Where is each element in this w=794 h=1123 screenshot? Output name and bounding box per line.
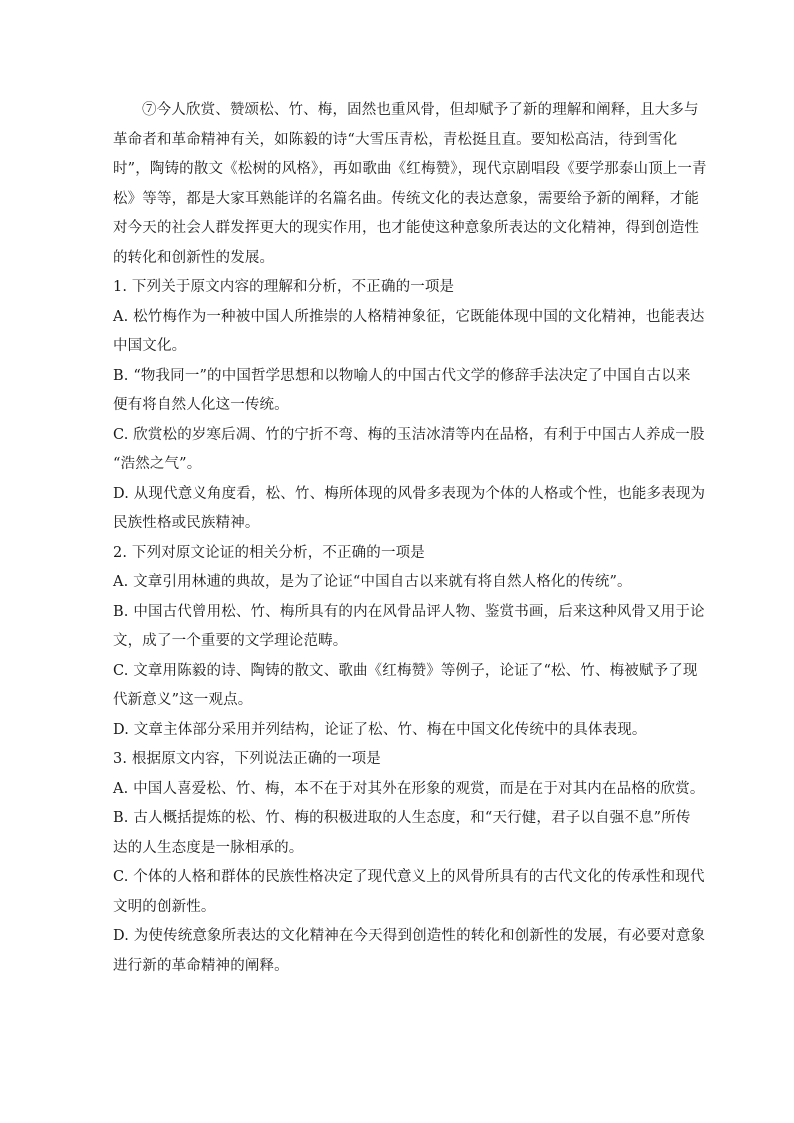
option-a-cont: 中国文化。 xyxy=(113,338,187,354)
option-d: D. 为使传统意象所表达的文化精神在今天得到创造性的转化和创新性的发展，有必要对意象 xyxy=(113,928,706,944)
option-a: A. 松竹梅作为一种被中国人所推崇的人格精神象征，它既能体现中国的文化精神，也能表达 xyxy=(113,308,705,325)
passage-line: 革命者和革命精神有关，如陈毅的诗“大雪压青松，青松挺且直。要知松高洁，待到雪化 xyxy=(113,131,678,148)
option-b-cont: 便有将自然人化这一传统。 xyxy=(113,397,289,413)
passage-line: 时”，陶铸的散文《松树的风格》，再如歌曲《红梅赞》，现代京剧唱段《要学那泰山顶上一青 xyxy=(113,161,707,177)
option-a: A. 中国人喜爱松、竹、梅，本不在于对其外在形象的观赏，而是在于对其内在品格的欣赏。 xyxy=(113,780,705,797)
option-a: A. 文章引用林逋的典故，是为了论证“中国自古以来就有将自然人格化的传统”。 xyxy=(113,574,632,590)
passage-line: 松》等等，都是大家耳熟能详的名篇名曲。传统文化的表达意象，需要给予新的阐释，才能 xyxy=(113,190,699,207)
question-1 xyxy=(113,273,706,539)
option-d-cont: 民族性格或民族精神。 xyxy=(113,515,260,531)
passage-line: 对今天的社会人群发挥更大的现实作用，也才能使这种意象所表达的文化精神，得到创造性 xyxy=(113,220,699,236)
option-b-cont: 达的人生态度是一脉相承的。 xyxy=(113,839,304,856)
passage-paragraph-7 xyxy=(113,96,707,273)
question-stem: 1. 下列关于原文内容的理解和分析，不正确的一项是 xyxy=(113,279,455,295)
question-stem: 3. 根据原文内容，下列说法正确的一项是 xyxy=(113,751,381,767)
passage-line: 的转化和创新性的发展。 xyxy=(113,249,275,266)
option-c-cont: 文明的创新性。 xyxy=(113,898,216,915)
option-d: D. 从现代意义角度看，松、竹、梅所体现的风骨多表现为个体的人格或个性，也能多表现为 xyxy=(113,485,706,502)
option-d: D. 文章主体部分采用并列结构，论证了松、竹、梅在中国文化传统中的具体表现。 xyxy=(113,721,647,738)
option-c-cont: 代新意义”这一观点。 xyxy=(113,692,253,708)
option-b: B. 古人概括提炼的松、竹、梅的积极进取的人生态度，和“天行健，君子以自强不息”所传 xyxy=(113,810,691,826)
question-3 xyxy=(113,745,706,981)
option-c: C. 欣赏松的岁寒后凋、竹的宁折不弯、梅的玉洁冰清等内在品格，有利于中国古人养成一股 xyxy=(113,426,705,443)
option-b-cont: 文，成了一个重要的文学理论范畴。 xyxy=(113,633,348,649)
option-c-cont: “浩然之气”。 xyxy=(113,456,202,472)
question-stem: 2. 下列对原文论证的相关分析，不正确的一项是 xyxy=(113,544,425,561)
option-d-cont: 进行新的革命精神的阐释。 xyxy=(113,957,289,974)
option-b: B. “物我同一”的中国哲学思想和以物喻人的中国古代文学的修辞手法决定了中国自古以来 xyxy=(113,367,691,384)
option-b: B. 中国古代曾用松、竹、梅所具有的内在风骨品评人物、鉴赏书画，后来这种风骨又用于论 xyxy=(113,603,705,620)
passage-line: ⑦今人欣赏、赞颂松、竹、梅，固然也重风骨，但却赋予了新的理解和阐释，且大多与 xyxy=(142,102,699,118)
option-c: C. 文章用陈毅的诗、陶铸的散文、歌曲《红梅赞》等例子，论证了“松、竹、梅被赋予了现 xyxy=(113,662,698,679)
question-2 xyxy=(113,539,705,746)
option-c: C. 个体的人格和群体的民族性格决定了现代意义上的风骨所具有的古代文化的传承性和现代 xyxy=(113,869,705,885)
document-page xyxy=(113,96,707,981)
